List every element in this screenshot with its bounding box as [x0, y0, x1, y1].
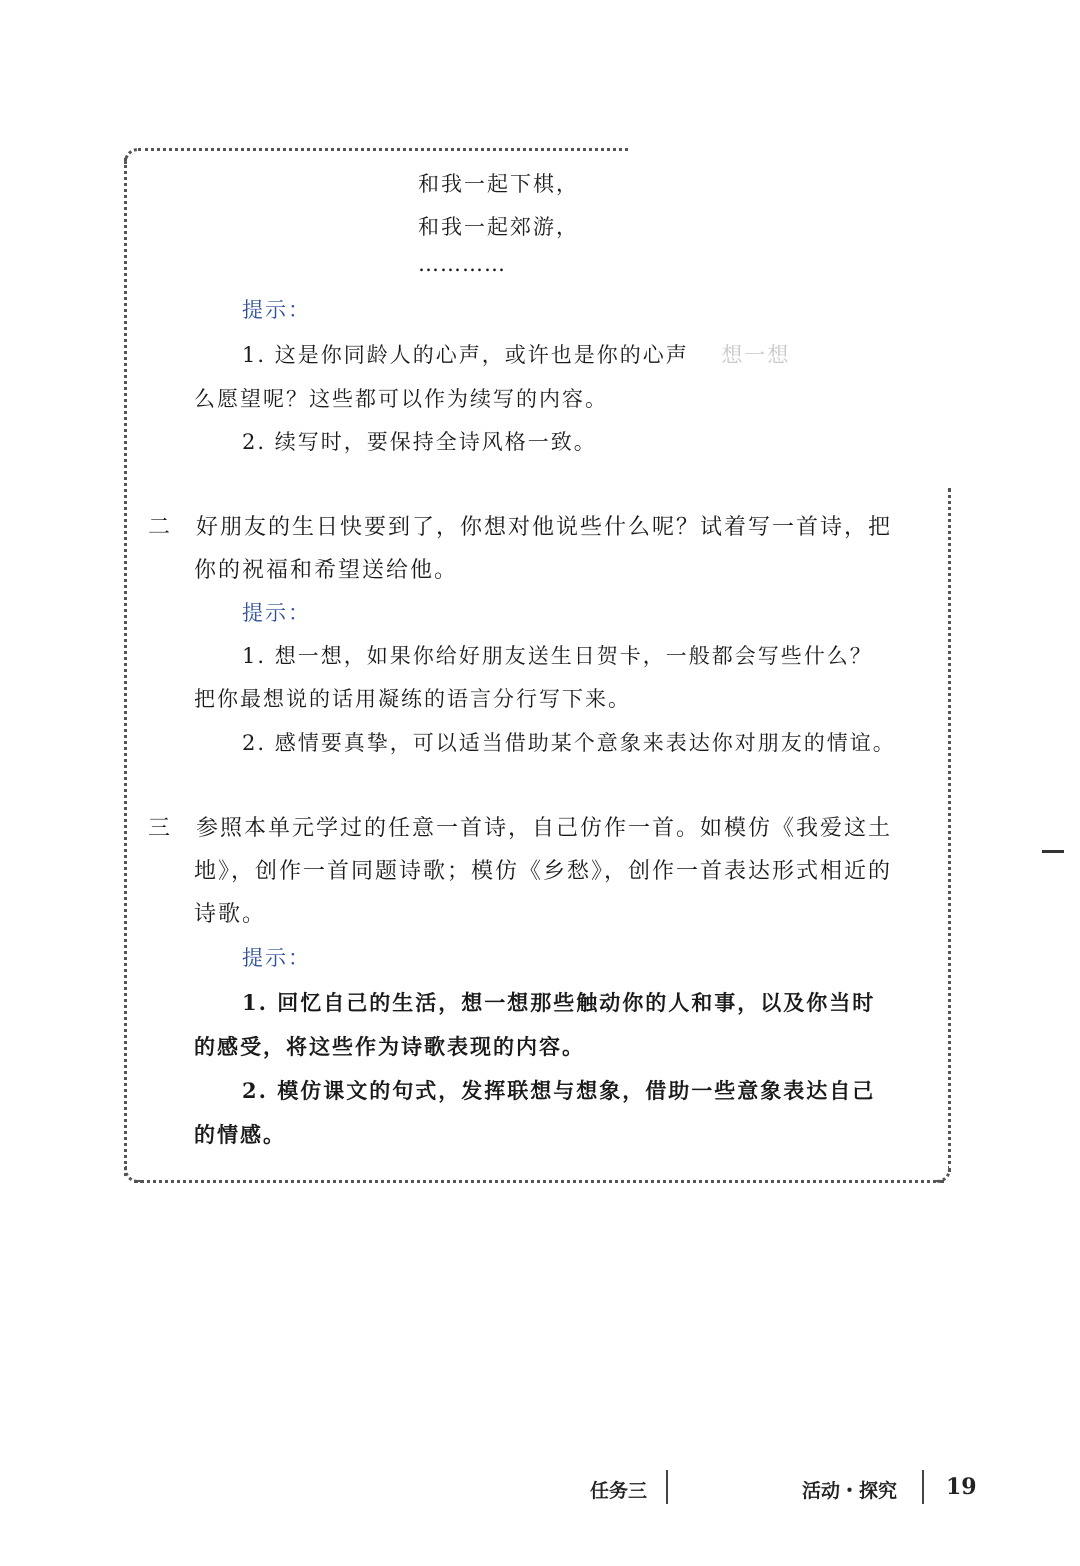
section1-hint2: 2. 续写时，要保持全诗风格一致。 [242, 430, 597, 454]
section3-hint1-line-b: 的感受，将这些作为诗歌表现的内容。 [194, 1034, 585, 1059]
section1-hint1-faded: 想一想 [721, 343, 791, 367]
hint-label-2: 提示： [242, 601, 311, 625]
section3-question-line-b: 地》，创作一首同题诗歌；模仿《乡愁》，创作一首表达形式相近的 [194, 859, 893, 884]
poem-line-1: 和我一起下棋， [418, 172, 579, 196]
poem-ellipsis: ………… [418, 252, 506, 276]
hint-label-1: 提示： [242, 298, 311, 322]
section2-hint1-line-a: 1. 想一想，如果你给好朋友送生日贺卡，一般都会写些什么？ [242, 644, 873, 668]
section3-number: 三 [148, 816, 173, 841]
section2-number: 二 [148, 515, 173, 540]
footer-separator-1 [666, 1470, 668, 1504]
section3-hint2-line-b: 的情感。 [194, 1122, 286, 1147]
section3-hint2-line-a: 2. 模仿课文的句式，发挥联想与想象，借助一些意象表达自己 [242, 1078, 876, 1103]
margin-dash [1042, 850, 1064, 853]
section1-hint1-line-b: 么愿望呢？这些都可以作为续写的内容。 [194, 387, 608, 411]
section1-hint1-text: 1. 这是你同龄人的心声，或许也是你的心声 [242, 343, 689, 367]
section2-question-line-b: 你的祝福和希望送给他。 [194, 558, 459, 583]
section2-hint1-line-b: 把你最想说的话用凝练的语言分行写下来。 [194, 687, 631, 711]
footer-section: 活动・探究 [802, 1480, 898, 1502]
section1-hint1-line-a [242, 345, 790, 366]
hint-label-3: 提示： [242, 946, 311, 970]
frame-bottom-border [134, 1180, 944, 1183]
poem-line-2: 和我一起郊游， [418, 215, 579, 239]
frame-top-border [138, 148, 628, 151]
frame-left-border [124, 158, 127, 1176]
section3-hint1-line-a: 1. 回忆自己的生活，想一想那些触动你的人和事，以及你当时 [242, 990, 876, 1015]
section2-hint2: 2. 感情要真挚，可以适当借助某个意象来表达你对朋友的情谊。 [242, 731, 896, 755]
frame-right-border [948, 488, 951, 1172]
section3-question-line-a: 参照本单元学过的任意一首诗，自己仿作一首。如模仿《我爱这土 [196, 816, 893, 841]
page-number: 19 [946, 1474, 977, 1500]
section3-question-line-c: 诗歌。 [194, 902, 267, 927]
section2-question-line-a: 好朋友的生日快要到了，你想对他说些什么呢？试着写一首诗，把 [196, 515, 893, 540]
footer-separator-2 [922, 1470, 924, 1504]
footer-task: 任务三 [590, 1480, 648, 1502]
